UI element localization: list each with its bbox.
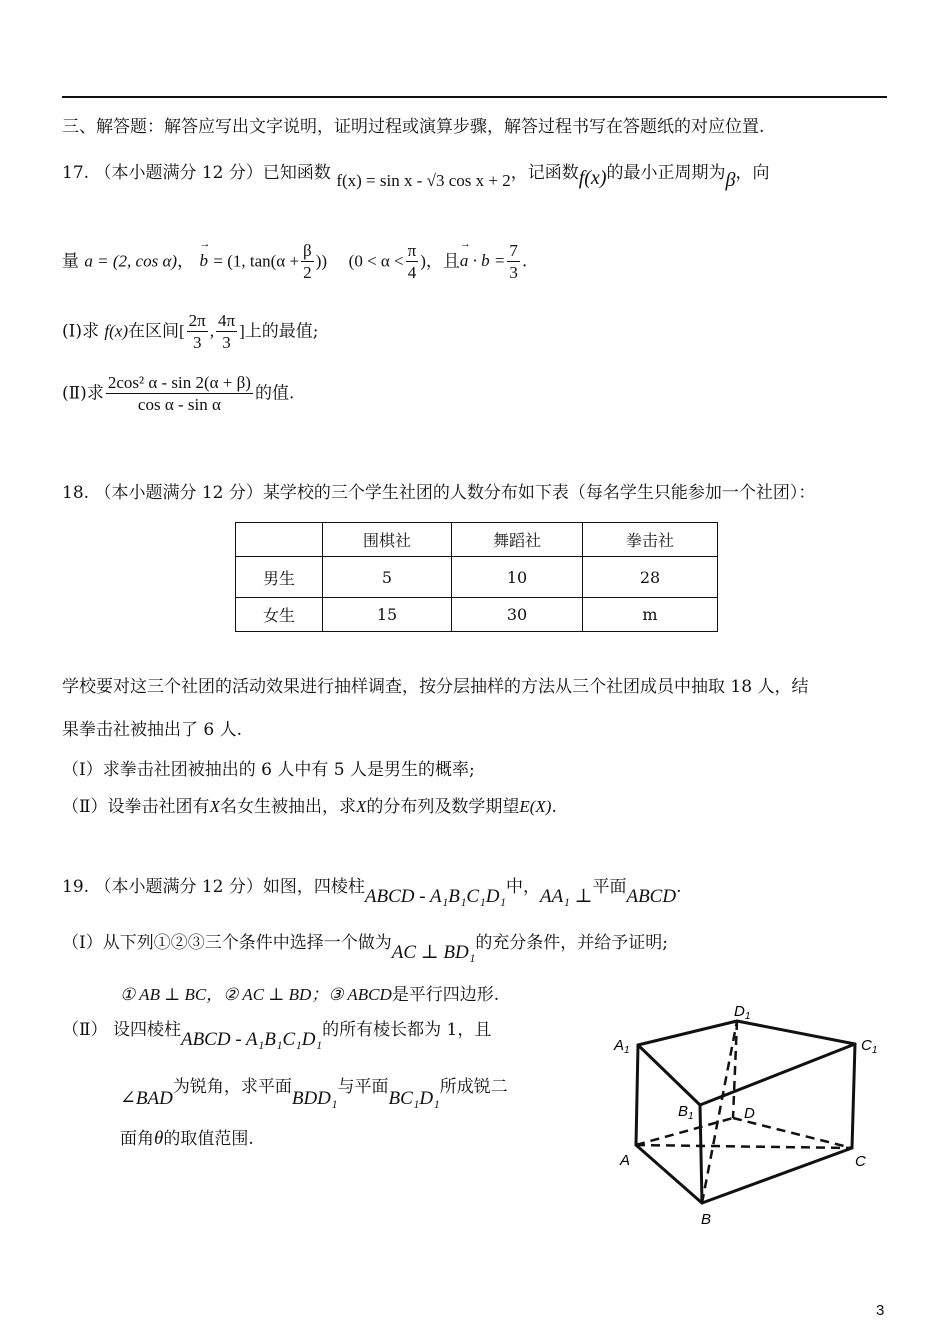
edge-a1d1 — [638, 1021, 737, 1045]
q19-text: 为锐角，求平面 — [172, 1077, 292, 1097]
q19-text: 中， — [506, 877, 541, 897]
q19-part2-line1 — [62, 1015, 492, 1050]
q18-text: 的分布列及数学期望 — [366, 797, 520, 817]
q19-choices — [120, 980, 499, 1005]
q19-text: . — [676, 877, 682, 897]
q19-choice-1: ① AB ⊥ BC — [120, 985, 207, 1004]
q17-fx-inline: f(x) — [104, 321, 128, 341]
table-row — [236, 598, 718, 632]
q17-text: ，且 — [425, 251, 460, 272]
label-d1: $D_1$ — [734, 1003, 751, 1022]
table-cell: 5 — [323, 557, 452, 598]
table-cell: 女生 — [236, 598, 323, 632]
q17-expression-numerator: 2cos² α - sin 2(α + β) — [106, 372, 253, 394]
table-header-cell: 拳击社 — [583, 523, 718, 557]
q17-text: 的值. — [254, 383, 295, 404]
q17-interval-right: $\frac{4\pi}{3}$ — [218, 311, 236, 353]
q17-beta: β — [725, 169, 736, 191]
diagonal-bd1 — [702, 1021, 737, 1203]
q17-vec-a: a = (2, cos α) — [84, 251, 178, 271]
club-table — [235, 522, 718, 632]
q17-dot-product: → a · b = — [460, 251, 505, 271]
edge-bc — [702, 1148, 852, 1203]
q17-beta-half: $\frac{\beta}{2}$ — [303, 241, 312, 283]
q17-number: 17. — [62, 163, 90, 183]
table-cell: 30 — [452, 598, 583, 632]
q18-para2: 果拳击社被抽出了 6 人. — [62, 720, 243, 740]
q19-prism: ABCD - A₁B₁C₁D₁ — [180, 1029, 323, 1050]
q17-text: 量 — [62, 251, 79, 272]
label-c: C — [855, 1153, 866, 1170]
q17-text: 已知函数 — [262, 163, 331, 183]
q19-text: 平面 — [592, 877, 627, 897]
table-cell: m — [583, 598, 718, 632]
q19-aa1: AA₁ ⊥ — [540, 886, 593, 907]
q17-part1-label: (Ⅰ)求 — [62, 321, 99, 342]
hidden-edge-dc — [733, 1118, 852, 1148]
q18-line1 — [62, 478, 815, 503]
q19-plane: ABCD — [626, 886, 677, 907]
q18-expectation: E(X) — [519, 797, 552, 816]
edge-d1c1 — [737, 1021, 855, 1044]
q19-prism: ABCD - A₁B₁C₁D₁ — [364, 886, 507, 907]
q17-vec-b: → b — [199, 251, 208, 271]
q17-interval-left: $\frac{2\pi}{3}$ — [188, 311, 206, 353]
label-a: A — [620, 1152, 631, 1169]
q18-number: 18. — [62, 483, 90, 503]
q18-text: 名女生被抽出，求 — [219, 797, 356, 817]
q19-number: 19. — [62, 877, 90, 897]
q17-part2 — [62, 372, 294, 416]
q19-angle: ∠BAD — [120, 1088, 173, 1109]
q17-part1: (Ⅰ)求 f(x)在区间[ $\frac{2\pi}{3}$ , $\frac{4\pi}{3}$ ]上的最值; — [62, 311, 319, 353]
q19-condition-math: AC ⊥ BD₁ — [391, 942, 476, 963]
q19-theta: θ — [154, 1128, 164, 1149]
q18-var-x: X — [355, 797, 367, 816]
section-header: 三、解答题：解答应写出文字说明，证明过程或演算步骤，解答过程书写在答题纸的对应位置. — [62, 117, 765, 137]
table-header-cell: 围棋社 — [323, 523, 452, 557]
label-a1: $A_1$ — [614, 1037, 630, 1056]
q19-text: 所成锐二 — [439, 1077, 508, 1097]
q18-text: （Ⅱ）设拳击社团有 — [62, 797, 210, 817]
edge-aa1 — [636, 1045, 638, 1145]
label-c1: $C_1$ — [861, 1037, 878, 1056]
table-header-row — [236, 523, 718, 557]
q18-var-x: X — [209, 797, 220, 816]
q17-fx: f(x) — [578, 167, 607, 189]
q19-text: 的所有棱长都为 1，且 — [322, 1020, 492, 1040]
q19-part1 — [62, 928, 669, 963]
table-header-cell — [236, 523, 323, 557]
q17-seven-thirds: $\frac{7}{3}$ — [509, 241, 518, 283]
q17-condition: (0 < α < — [348, 251, 404, 271]
diagonal-ac — [636, 1145, 852, 1148]
q18-part1: （Ⅰ）求拳击社团被抽出的 6 人中有 5 人是男生的概率; — [62, 760, 475, 780]
table-cell: 15 — [323, 598, 452, 632]
q19-line1 — [62, 872, 682, 907]
label-d: D — [744, 1105, 755, 1122]
q18-text: 某学校的三个学生社团的人数分布如下表（每名学生只能参加一个社团）： — [262, 483, 816, 503]
q19-score: （本小题满分 12 分） — [94, 877, 263, 897]
q17-score: （本小题满分 12 分） — [94, 163, 263, 183]
q19-text: （Ⅰ）从下列①②③三个条件中选择一个做为 — [62, 933, 392, 953]
q17-expression-denominator: cos α - sin α — [137, 395, 221, 415]
q18-para1: 学校要对这三个社团的活动效果进行抽样调查，按分层抽样的方法从三个社团成员中抽取 18 人，结 — [62, 677, 809, 697]
q19-part2-line3 — [120, 1124, 254, 1150]
q19-text: 是平行四边形. — [391, 985, 500, 1005]
q17-text: 上的最值; — [244, 321, 319, 342]
edge-a1b1 — [638, 1045, 700, 1105]
q19-text: （Ⅱ） 设四棱柱 — [62, 1020, 181, 1040]
q17-line1 — [62, 158, 770, 191]
edge-bb1 — [700, 1105, 702, 1203]
q18-part2 — [62, 792, 557, 817]
q17-vec-b-expr: = (1, tan(α + — [213, 251, 300, 271]
q18-text: . — [551, 797, 557, 817]
q19-plane-1: BDD₁ — [291, 1088, 338, 1109]
q19-part2-line2 — [120, 1072, 508, 1109]
table-row — [236, 557, 718, 598]
edge-cc1 — [852, 1044, 855, 1148]
q17-expression-fraction — [106, 372, 253, 416]
q19-plane-2: BC₁D₁ — [388, 1088, 440, 1109]
edge-ab — [636, 1145, 702, 1203]
header-rule — [62, 96, 887, 98]
q19-text: 的取值范围. — [163, 1129, 254, 1149]
q19-text: 面角 — [120, 1129, 154, 1149]
q19-text: 如图，四棱柱 — [262, 877, 365, 897]
q19-choice-2: ，② AC ⊥ BD — [206, 985, 312, 1004]
table-cell: 男生 — [236, 557, 323, 598]
q19-text: 的充分条件，并给予证明; — [475, 933, 669, 953]
q17-text: ，向 — [735, 163, 770, 183]
q17-text: 的最小正周期为 — [606, 163, 726, 183]
table-cell: 28 — [583, 557, 718, 598]
table-cell: 10 — [452, 557, 583, 598]
page-number: 3 — [876, 1302, 885, 1319]
q18-score: （本小题满分 12 分） — [94, 483, 263, 503]
label-b1: $B_1$ — [678, 1103, 694, 1122]
label-b: B — [701, 1211, 712, 1228]
prism-figure — [610, 1000, 890, 1232]
table-header-cell: 舞蹈社 — [452, 523, 583, 557]
q19-choice-3: ；③ ABCD — [311, 985, 392, 1004]
q17-line2: 量 a = (2, cos α)， → b = (1, tan(α + $\frac{\beta}{2}$ )) (0 < α < $\frac{\pi}{4}$ )，且→ a · b = $\frac{7}{3}$ . — [62, 240, 527, 284]
q17-text: ，记函数 — [510, 163, 579, 183]
q17-part2-label: (Ⅱ)求 — [62, 383, 104, 404]
q19-text: 与平面 — [337, 1077, 389, 1097]
q17-text: 在区间 — [127, 321, 179, 342]
q17-function: f(x) = sin x - √3 cos x + 2 — [336, 171, 511, 190]
q17-pi-quarter: $\frac{\pi}{4}$ — [407, 241, 417, 283]
